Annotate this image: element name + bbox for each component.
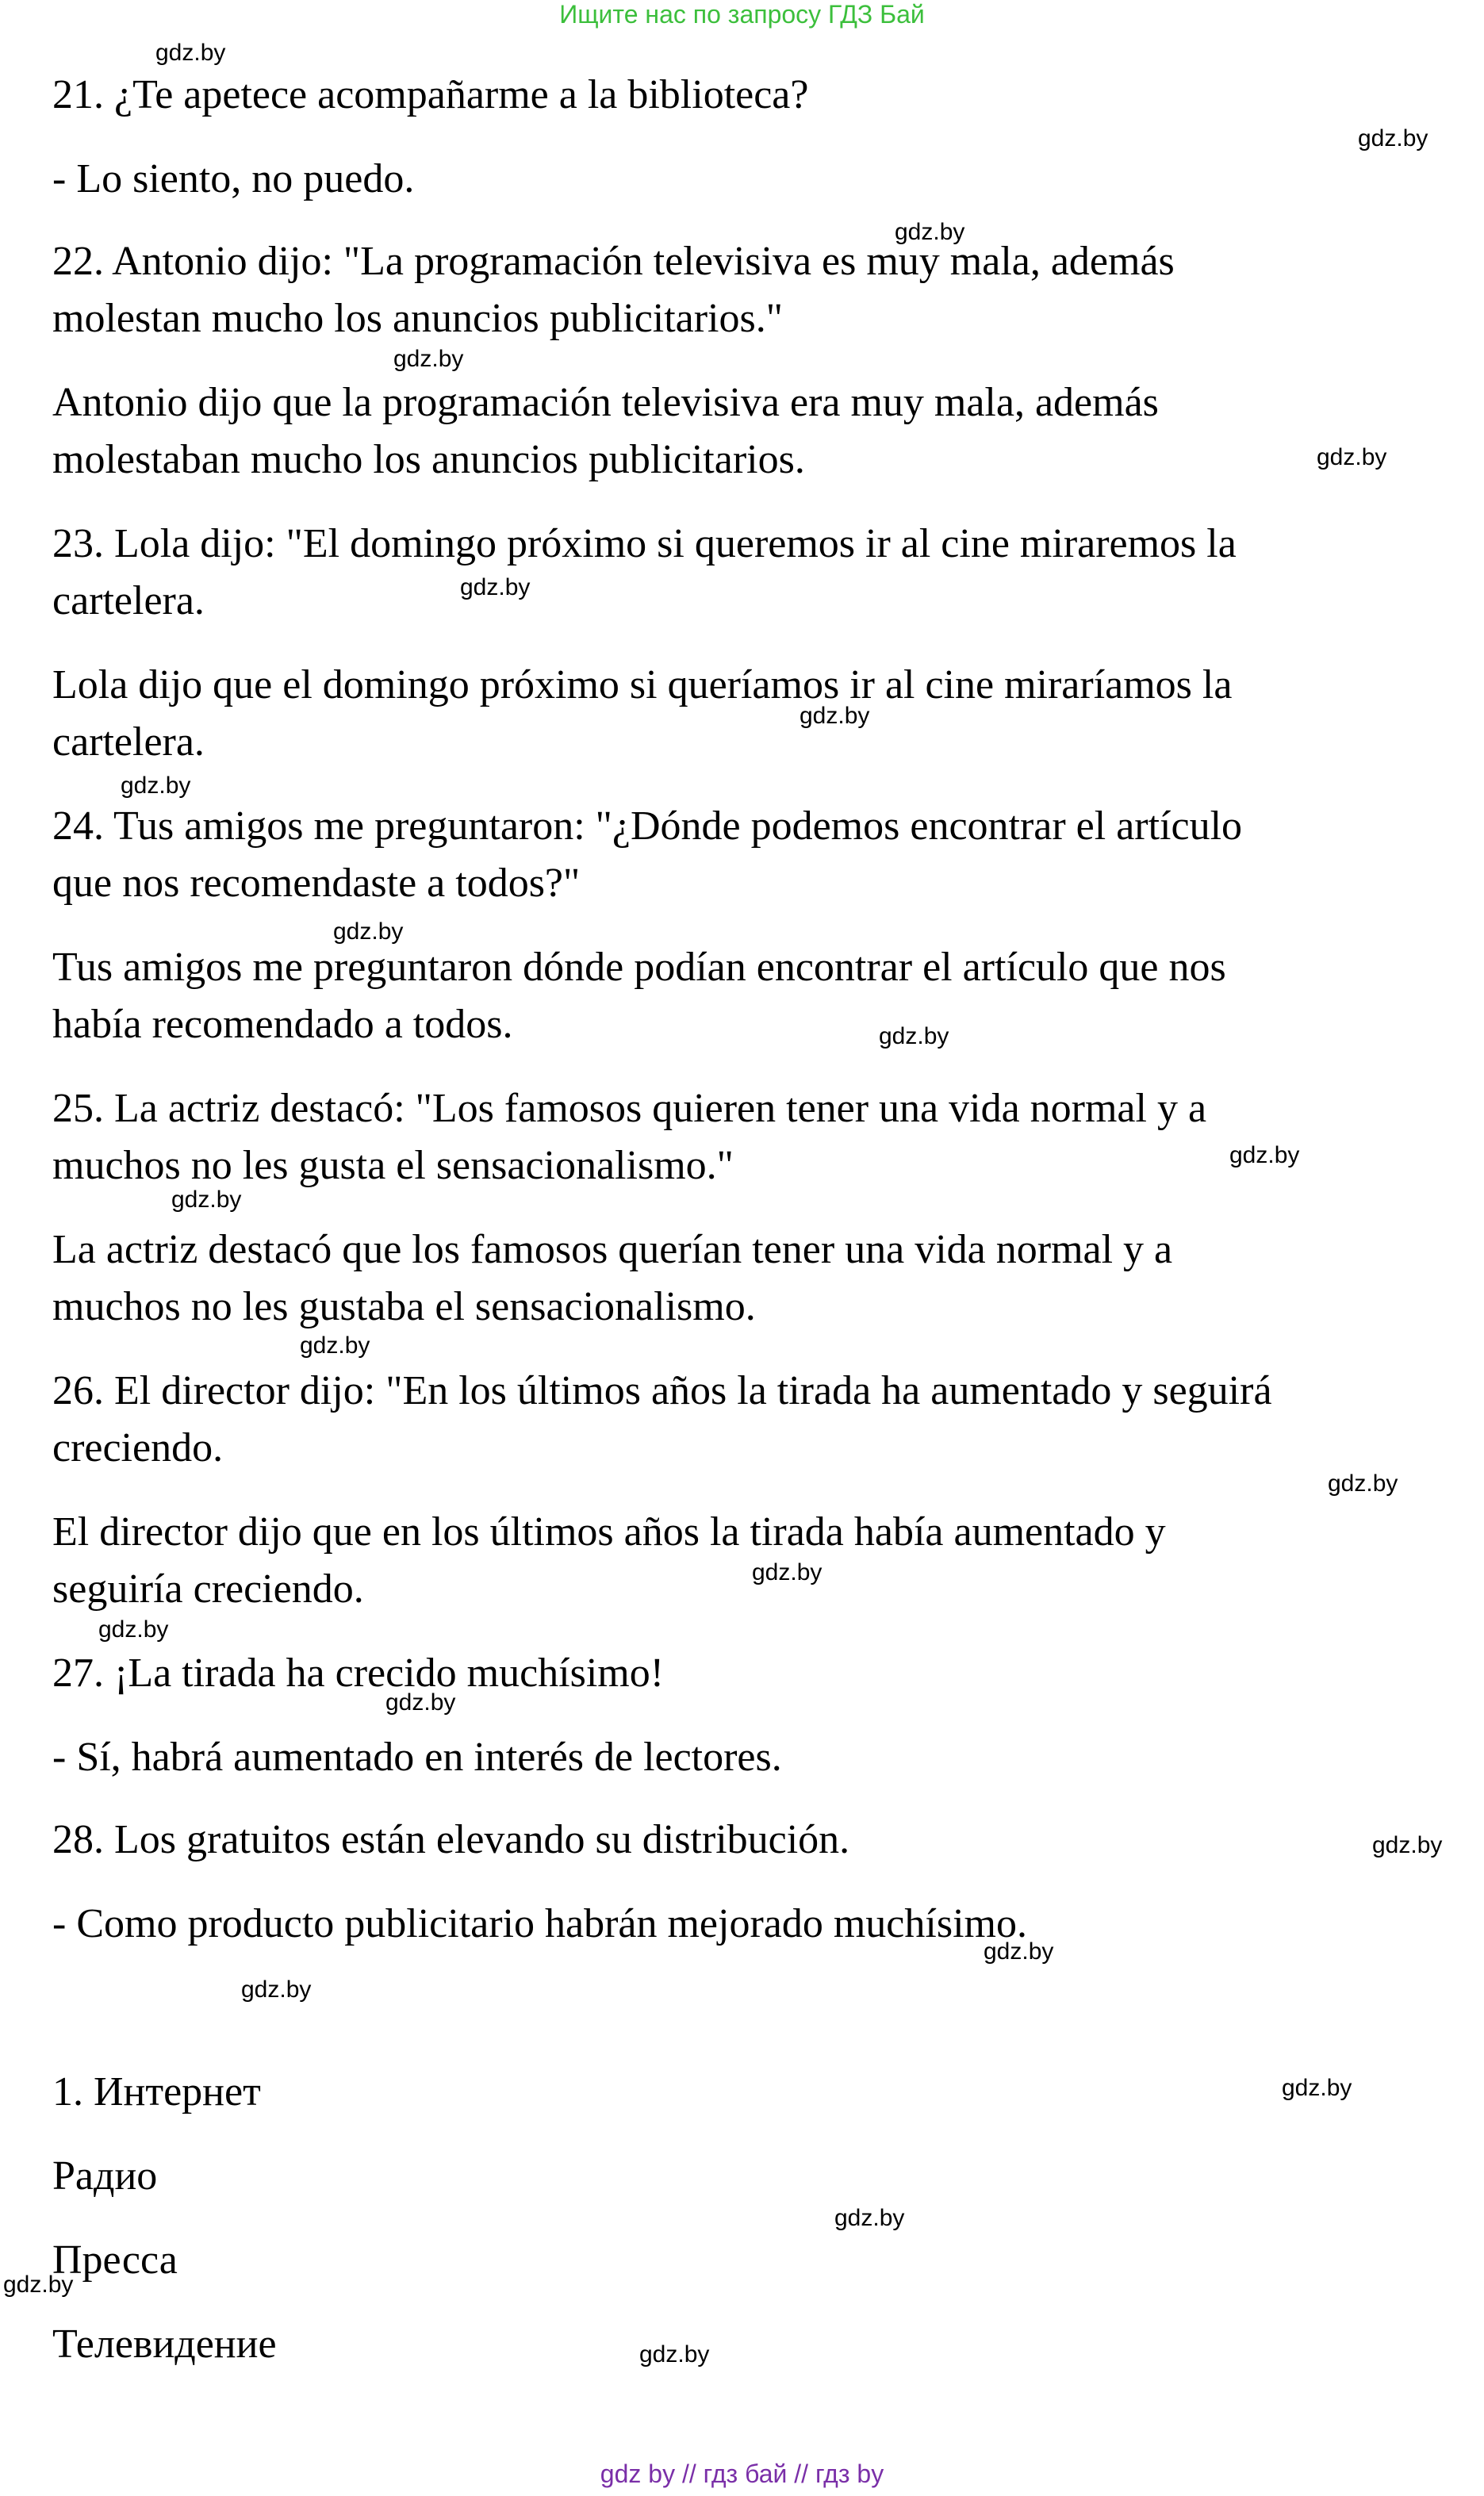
watermark: gdz.by — [1317, 444, 1387, 470]
watermark: gdz.by — [895, 219, 965, 245]
watermark: gdz.by — [393, 346, 464, 372]
text-line: 22. Antonio dijo: "La programación televisiva es muy mala, además — [52, 239, 1175, 284]
watermark: gdz.by — [800, 703, 870, 729]
text-line: Lola dijo que el domingo próximo si queríamos ir al cine miraríamos la — [52, 662, 1233, 707]
text-line: - Lo siento, no puedo. — [52, 156, 415, 201]
text-line: 1. Интернет — [52, 2069, 261, 2115]
text-line: - Sí, habrá aumentado en interés de lectores. — [52, 1735, 782, 1780]
watermark: gdz.by — [460, 574, 531, 600]
text-line: molestaban mucho los anuncios publicitarios. — [52, 437, 805, 482]
text-line: 27. ¡La tirada ha crecido muchísimo! — [52, 1651, 665, 1696]
text-line: La actriz destacó que los famosos querían tener una vida normal y a — [52, 1227, 1173, 1272]
text-line: seguiría creciendo. — [52, 1566, 364, 1612]
text-line: cartelera. — [52, 578, 205, 623]
watermark: gdz.by — [1328, 1470, 1398, 1497]
text-line: Пресса — [52, 2237, 178, 2283]
text-line: 28. Los gratuitos están elevando su distribución. — [52, 1817, 850, 1862]
text-line: Телевидение — [52, 2322, 277, 2367]
text-line: El director dijo que en los últimos años la tirada había aumentado y — [52, 1509, 1166, 1555]
text-line: Tus amigos me preguntaron dónde podían encontrar el artículo que nos — [52, 945, 1226, 990]
watermark: gdz.by — [639, 2341, 710, 2368]
watermark: gdz.by — [333, 918, 404, 945]
text-line: 23. Lola dijo: "El domingo próximo si queremos ir al cine miraremos la — [52, 521, 1237, 566]
watermark: gdz.by — [241, 1976, 312, 2003]
watermark: gdz.by — [3, 2272, 74, 2298]
watermark: gdz.by — [98, 1616, 169, 1643]
text-line: - Como producto publicitario habrán mejorado muchísimo. — [52, 1901, 1027, 1946]
watermark: gdz.by — [171, 1187, 242, 1213]
text-line: que nos recomendaste a todos?" — [52, 861, 581, 906]
watermark: gdz.by — [752, 1559, 823, 1585]
footer-links[interactable]: gdz by // гдз бай // гдз by — [600, 2460, 884, 2488]
watermark: gdz.by — [879, 1023, 949, 1049]
header-search-link[interactable]: Ищите нас по запросу ГДЗ Бай — [559, 0, 925, 29]
text-line: Antonio dijo que la programación televisiva era muy mala, además — [52, 380, 1159, 425]
text-line: Радио — [52, 2153, 158, 2199]
watermark: gdz.by — [385, 1689, 456, 1716]
text-line: 24. Tus amigos me preguntaron: "¿Dónde podemos encontrar el artículo — [52, 803, 1243, 849]
watermark: gdz.by — [121, 773, 191, 799]
watermark: gdz.by — [1372, 1832, 1443, 1858]
watermark: gdz.by — [1282, 2075, 1352, 2101]
watermark: gdz.by — [1358, 125, 1428, 151]
watermark: gdz.by — [834, 2205, 905, 2231]
text-line: muchos no les gustaba el sensacionalismo. — [52, 1284, 756, 1329]
watermark: gdz.by — [1229, 1142, 1300, 1168]
text-line: molestan mucho los anuncios publicitarios." — [52, 296, 783, 341]
text-line: 21. ¿Te apetece acompañarme a la biblioteca? — [52, 72, 809, 117]
watermark: gdz.by — [984, 1938, 1054, 1965]
text-line: creciendo. — [52, 1425, 224, 1470]
text-line: había recomendado a todos. — [52, 1002, 513, 1047]
text-line: muchos no les gusta el sensacionalismo." — [52, 1143, 734, 1188]
watermark: gdz.by — [300, 1332, 370, 1359]
watermark: gdz.by — [155, 40, 226, 66]
text-line: 26. El director dijo: "En los últimos años la tirada ha aumentado y seguirá — [52, 1368, 1272, 1413]
text-line: 25. La actriz destacó: "Los famosos quieren tener una vida normal y a — [52, 1086, 1207, 1131]
text-line: cartelera. — [52, 719, 205, 765]
